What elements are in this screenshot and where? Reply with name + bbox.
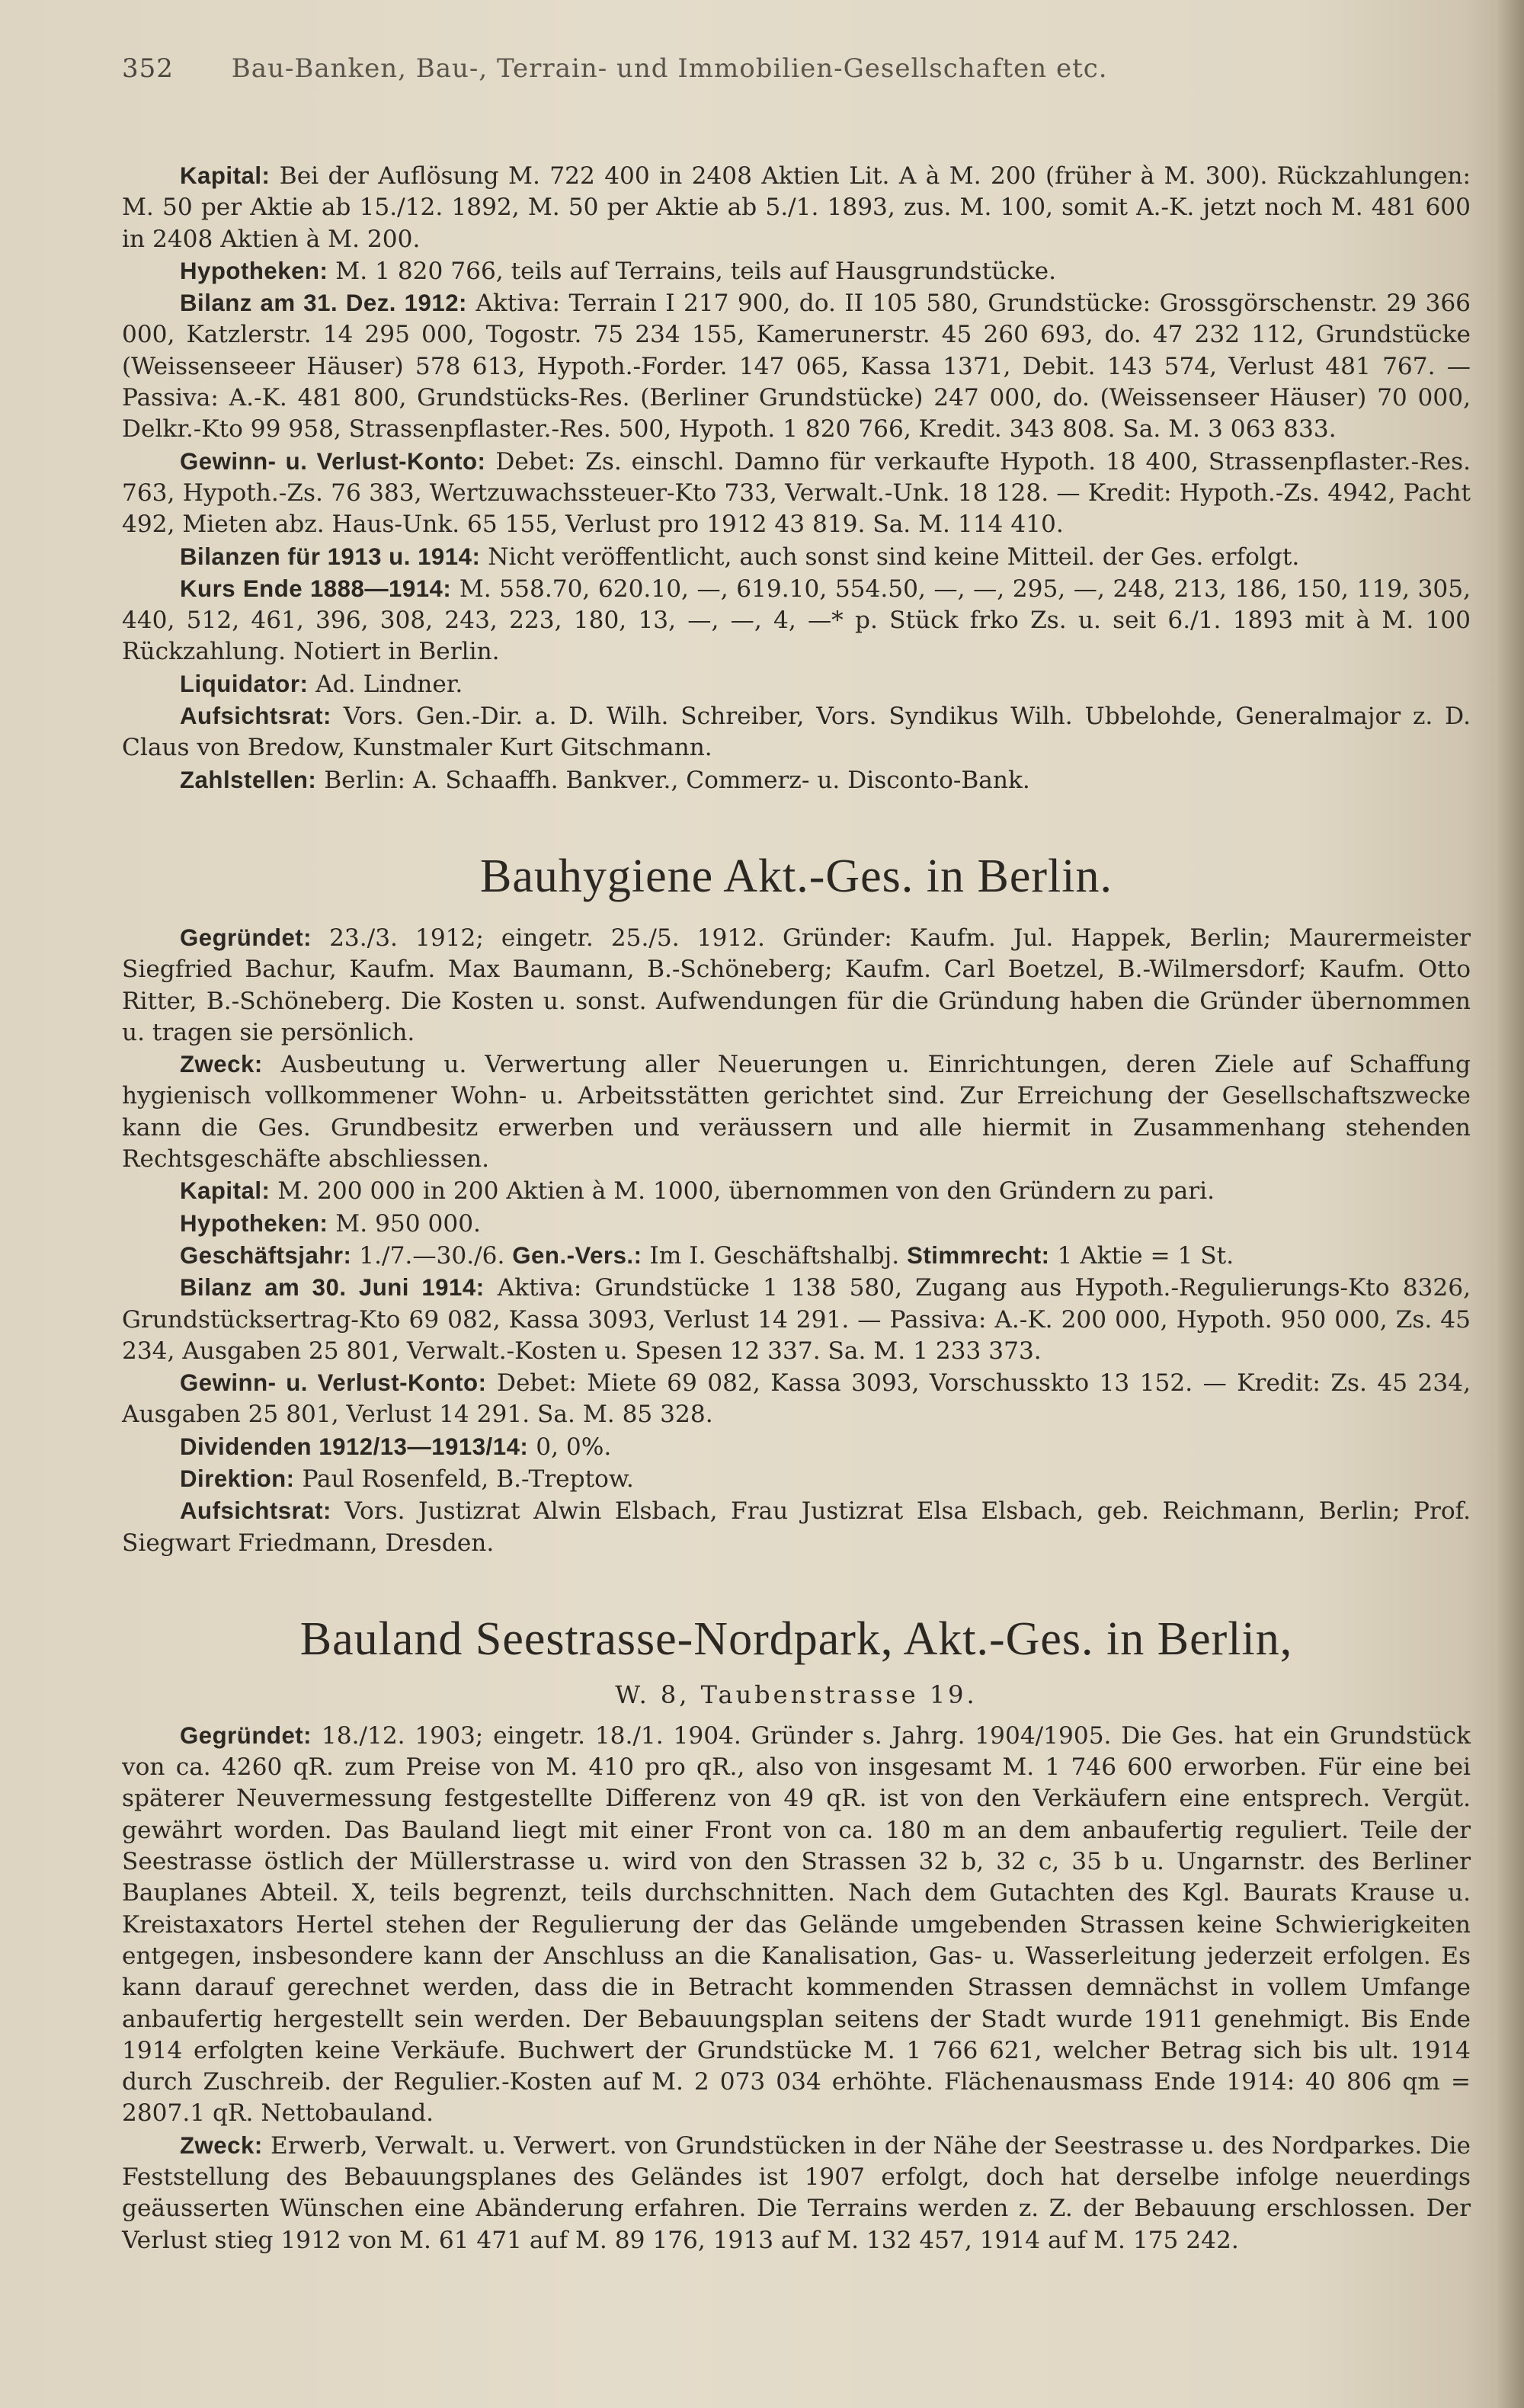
paragraph-kurs: Kurs Ende 1888—1914: M. 558.70, 620.10, —, 619.10, 554.50, —, —, 295, —, 248, 213, 186, 150, 119, 305, 440, 512, 461, 396, 308, 243, 223, 180, 13, —, —, 4, —* p. Stück frko Zs. u. seit 6./1. 1893 mit à M. 100 Rückzahlung. Notiert in Berlin. bbox=[122, 575, 1471, 666]
section-title: Bauhygiene Akt.-Ges. in Berlin. bbox=[480, 850, 1113, 902]
paragraph-gegruendet: Gegründet: 23./3. 1912; eingetr. 25./5. 1912. Gründer: Kaufm. Jul. Happek, Berlin; Maurermeister Siegfried Bachur, Kaufm. Max Baumann, B.-Schöneberg; Kaufm. Carl Boetzel, B.-Wilmersdorf; Kaufm. Otto Ritter, B.-Schöneberg. Die Kosten u. sonst. Aufwendungen für die Gründung haben die Gründer übernommen u. tragen sie persönlich. bbox=[122, 924, 1471, 1046]
paragraph-hypotheken: Hypotheken: M. 1 820 766, teils auf Terrains, teils auf Hausgrundstücke. bbox=[180, 257, 1056, 285]
paragraph-liquidator: Liquidator: Ad. Lindner. bbox=[180, 670, 463, 698]
paragraph-bilanz-1912: Bilanz am 31. Dez. 1912: Aktiva: Terrain I 217 900, do. II 105 580, Grundstücke: Grossgörschenstr. 29 366 000, Katzlerstr. 14 295 000, Togostr. 75 234 155, Kamerunerstr. 45 260 693, do. 47 232 112, Grundstücke (Weissenseeer Häuser) 578 613, Hypoth.-Forder. 147 065, Kassa 1371, Debit. 143 574, Verlust 481 767. — Passiva: A.-K. 481 800, Grundstücks-Res. (Berliner Grundstücke) 247 000, do. (Weissenseer Häuser) 70 000, Delkr.-Kto 99 958, Strassenpflaster.-Res. 500, Hypoth. 1 820 766, Kredit. 343 808. Sa. M. 3 063 833. bbox=[122, 290, 1471, 443]
section-bauland bbox=[122, 1612, 1471, 2256]
paragraph-zweck: Zweck: Ausbeutung u. Verwertung aller Neuerungen u. Einrichtungen, deren Ziele auf Schaffung hygienisch vollkommener Wohn- u. Arbeitsstätten gerichtet sind. Zur Erreichung der Gesellschaftszwecke kann die Ges. Grundbesitz erwerben und veräussern und alle hiermit in Zusammenhang stehenden Rechtsgeschäfte abschliessen. bbox=[122, 1051, 1471, 1174]
paragraph-kapital: Kapital: M. 200 000 in 200 Aktien à M. 1000, übernommen von den Gründern zu pari. bbox=[180, 1177, 1215, 1206]
paragraph-gegruendet: Gegründet: 18./12. 1903; eingetr. 18./1. 1904. Gründer s. Jahrg. 1904/1905. Die Ges. hat ein Grundstück von ca. 4260 qR. zum Preise von M. 410 pro qR., also von insgesamt M. 1 746 600 erworben. Für eine bei späterer Neuvermessung festgestellte Differenz von 49 qR. ist von den Verkäufern eine entsprech. Vergüt. gewährt worden. Das Bauland liegt mit einer Front von ca. 180 m an dem anbaufertig reguliert. Teile der Seestrasse östlich der Müllerstrasse u. wird von den Strassen 32 b, 32 c, 35 b u. Ungarnstr. des Berliner Bauplanes Abteil. X, teils begrenzt, teils durchschnitten. Nach dem Gutachten des Kgl. Baurats Krause u. Kreistaxators Hertel stehen der Regulierung der das Gelände umgebenden Strassen keine Schwierigkeiten entgegen, insbesondere kann der Anschluss an die Kanalisation, Gas- u. Wasserleitung jederzeit erfolgen. Es kann darauf gerechnet werden, dass die in Betracht kommenden Strassen demnächst in vollem Umfange anbaufertig hergestellt sein werden. Der Bebauungsplan seitens der Stadt wurde 1911 genehmigt. Bis Ende 1914 erfolgten keine Verkäufe. Buchwert der Grundstücke M. 1 766 621, welcher Betrag sich bis ult. 1914 durch Zuschreib. der Regulier.-Kosten auf M. 2 073 034 erhöhte. Flächenausmass Ende 1914: 40 806 qm = 2807.1 qR. Nettobauland. bbox=[122, 1721, 1471, 2128]
paragraph-hypotheken: Hypotheken: M. 950 000. bbox=[180, 1209, 481, 1238]
paragraph-kapital: Kapital: Bei der Auflösung M. 722 400 in 2408 Aktien Lit. A à M. 200 (früher à M. 300). Rückzahlungen: M. 50 per Aktie ab 15./12. 1892, M. 50 per Aktie ab 5./1. 1893, zus. M. 100, somit A.-K. jetzt noch M. 481 600 in 2408 Aktien à M. 200. bbox=[122, 162, 1471, 253]
paragraph-aufsichtsrat: Aufsichtsrat: Vors. Justizrat Alwin Elsbach, Frau Justizrat Elsa Elsbach, geb. Reichmann, Berlin; Prof. Siegwart Friedmann, Dresden. bbox=[122, 1497, 1471, 1557]
paragraph-direktion: Direktion: Paul Rosenfeld, B.-Treptow. bbox=[180, 1465, 634, 1493]
section-bauhygiene bbox=[122, 850, 1471, 1559]
paragraph-gewinn-verlust: Gewinn- u. Verlust-Konto: Debet: Zs. einschl. Damno für verkaufte Hypoth. 18 400, Strassenpflaster.-Res. 763, Hypoth.-Zs. 76 383, Wertzuwachssteuer-Kto 733, Verwalt.-Unk. 18 128. — Kredit: Hypoth.-Zs. 4942, Pacht 492, Mieten abz. Haus-Unk. 65 155, Verlust pro 1912 43 819. Sa. M. 114 410. bbox=[122, 447, 1471, 539]
paragraph-geschaeftsjahr: Geschäftsjahr: 1./7.—30./6. Gen.-Vers.: Im I. Geschäftshalbj. Stimmrecht: 1 Aktie = 1 St. bbox=[180, 1241, 1234, 1270]
running-header bbox=[122, 53, 1471, 99]
paragraph-aufsichtsrat: Aufsichtsrat: Vors. Gen.-Dir. a. D. Wilh. Schreiber, Vors. Syndikus Wilh. Ubbelohde, Generalmajor z. D. Claus von Bredow, Kunstmaler Kurt Gitschmann. bbox=[122, 703, 1471, 762]
paragraph-zahlstellen: Zahlstellen: Berlin: A. Schaaffh. Bankver., Commerz- u. Disconto-Bank. bbox=[180, 766, 1030, 794]
paragraph-gewinn-verlust: Gewinn- u. Verlust-Konto: Debet: Miete 69 082, Kassa 3093, Vorschusskto 13 152. — Kredit: Zs. 45 234, Ausgaben 25 801, Verlust 14 291. Sa. M. 85 328. bbox=[122, 1369, 1471, 1429]
page-edge-shadow bbox=[1497, 0, 1524, 2408]
paragraph-dividenden: Dividenden 1912/13—1913/14: 0, 0%. bbox=[180, 1433, 612, 1461]
paragraph-bilanz-1914: Bilanz am 30. Juni 1914: Aktiva: Grundstücke 1 138 580, Zugang aus Hypoth.-Regulierungs-Kto 8326, Grundstücksertrag-Kto 69 082, Kassa 3093, Verlust 14 291. — Passiva: A.-K. 200 000, Hypoth. 950 000, Zs. 45 234, Ausgaben 25 801, Verwalt.-Kosten u. Spesen 12 337. Sa. M. 1 233 373. bbox=[122, 1274, 1471, 1365]
paragraph-bilanzen-1913-1914: Bilanzen für 1913 u. 1914: Nicht veröffentlicht, auch sonst sind keine Mitteil. der Ges. erfolgt. bbox=[180, 543, 1300, 571]
running-title: Bau-Banken, Bau-, Terrain- und Immobilien-Gesellschaften etc. bbox=[231, 53, 1108, 84]
text-column bbox=[122, 53, 1471, 2256]
paragraph-zweck: Zweck: Erwerb, Verwalt. u. Verwert. von Grundstücken in der Nähe der Seestrasse u. des Nordparkes. Die Feststellung des Bebauungsplanes des Geländes ist 1907 erfolgt, doch hat derselbe infolge neuerdings geäusserten Wünschen eine Abänderung erfahren. Die Terrains werden z. Z. der Bebauung erschlossen. Der Verlust stieg 1912 von M. 61 471 auf M. 89 176, 1913 auf M. 132 457, 1914 auf M. 175 242. bbox=[122, 2131, 1471, 2254]
page-number: 352 bbox=[122, 53, 174, 84]
section-address: W. 8, Taubenstrasse 19. bbox=[615, 1680, 978, 1709]
section-title: Bauland Seestrasse-Nordpark, Akt.-Ges. in Berlin, bbox=[299, 1612, 1293, 1665]
section-continued bbox=[122, 160, 1471, 796]
